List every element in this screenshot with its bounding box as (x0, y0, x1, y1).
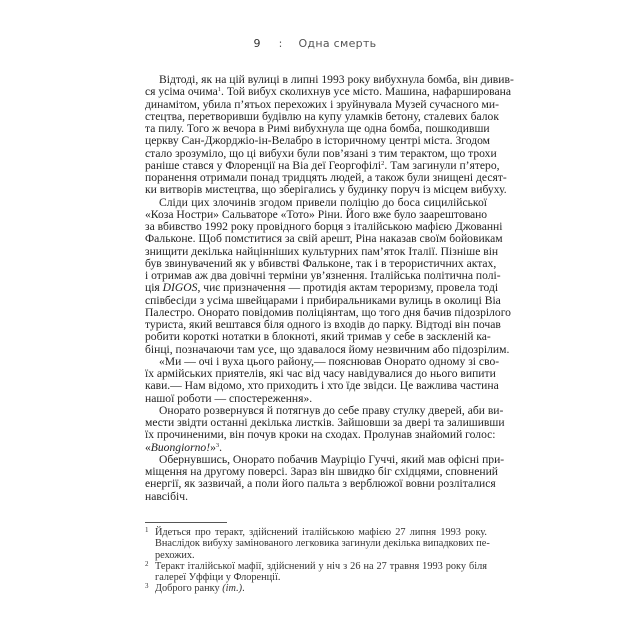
paragraph (145, 452, 505, 503)
footnote-line: 2 Теракт італійської мафії, здійснений у ніч з 26 на 27 травня 1993 року біля (145, 559, 487, 572)
text-line: мести звідти останні декілька листків. Зайшовши за двері та залишивши (145, 416, 505, 429)
text-line: та пилу. Того ж вечора в Римі вибухнула ще одна бомба, пошкодивши (145, 122, 490, 135)
footnote-divider (145, 522, 227, 523)
footnote-ref[interactable]: 1 (217, 86, 222, 94)
text-line: стецтва, перетворивши будівлю на купу уламків бетону, сталевих балок (145, 109, 499, 123)
text-line: ція DIGOS, чиє призначення — протидія актам тероризму, провела тоді (145, 281, 499, 295)
text-line: туриста, який вештався біля одного із входів до парку. Відтоді він почав (145, 318, 501, 331)
text-line: ся усіма очима$^1$. Той вибух сколихнув усе місто. Машина, нафарширована (145, 85, 511, 99)
text-line: їх армійських приятелів, які час від часу навідувалися до нього випити (145, 367, 496, 380)
text-line: енергії, як зазвичай, а поли його пальта з верблюжої вовни розліталися (145, 477, 496, 491)
footnote-line: рехожих. (155, 549, 195, 561)
text-line: Відтоді, як на цій вулиці в липні 1993 року вибухнула бомба, він дивив- (159, 73, 514, 86)
text-line: Сліди цих злочинів згодом привели поліцію до боса сицилійської (159, 195, 487, 209)
text-line: нашої роботи — спостереження». (145, 391, 313, 405)
text-line: раніше стався у Флоренції на Віа деї Георгофілі$^2$. Там загинули п’ятеро, (145, 158, 500, 172)
footnote-line: 1 Йдеться про теракт, здійснений італійською мафією 27 липня 1993 року. (145, 526, 487, 538)
text-line: динамітом, убила п’ятьох перехожих і зруйнувала Музей сучасного ми- (145, 97, 499, 111)
footnote-mark: 2 (145, 559, 149, 568)
paragraph (145, 403, 505, 454)
text-line: знищити декілька найцінніших культурних пам’яток Італії. Пізніше він (145, 244, 499, 258)
paragraph (145, 195, 511, 356)
chapter-title: Одна смерть (298, 37, 377, 50)
italic-text: (іт.) (222, 583, 243, 595)
text-line: за вбивство 1992 року провідного борця з італійською мафією Джованні (145, 220, 503, 233)
text-line: навсібіч. (145, 489, 188, 503)
text-line: міщення на другому поверсі. Зараз він швидко біг східцями, сповнений (145, 465, 499, 478)
text-line: ки витворів мистецтва, що зберігались у будинку поруч із місцем вибуху. (145, 183, 507, 197)
footnote-ref[interactable]: 2 (381, 159, 385, 167)
italic-text: Buongiorno! (150, 440, 211, 454)
text-line: кави.— Нам відомо, хто приходить і хто їде звідси. Це важлива частина (145, 379, 499, 393)
footnote-line: Внаслідок вибуху замінованого легковика загинули декілька випадкових пе- (155, 538, 490, 550)
header-separator: : (278, 37, 283, 50)
italic-text: DIGOS (162, 281, 198, 295)
paragraph (145, 354, 500, 405)
body-text (145, 73, 514, 503)
footnote-mark: 1 (145, 526, 149, 534)
text-line: і отримав аж два довічні терміни ув’язнення. Італійська політична полі- (145, 269, 501, 282)
text-line: бінці, позначаючи там усе, що здавалося йому незвичним або підозрілим. (145, 342, 510, 356)
page-number: 9 (253, 37, 261, 50)
text-line: стало зрозуміло, що ці вибухи були пов’язані з тим терактом, що трохи (145, 146, 497, 160)
footnote-ref[interactable]: 3 (215, 441, 220, 449)
paragraph (145, 73, 514, 197)
text-line: їх прочиненими, він почув кроки на сходах. Пролунав знайомий голос: (145, 428, 496, 442)
text-line: «Buongiorno!»$^3$. (145, 440, 223, 454)
footnotes (145, 526, 490, 595)
text-line: Фальконе. Щоб помститися за свій арешт, Ріна наказав своїм бойовикам (145, 232, 503, 246)
text-line: церкву Сан-Джорджіо-ін-Велабро в історичному центрі міста. Згодом (145, 134, 491, 148)
text-line: «Ми — очі і вуха цього району,— пояснював Онорато одному зі сво- (159, 354, 500, 368)
footnote-line: галереї Уффіци у Флоренції. (155, 572, 281, 584)
text-line: «Коза Ностри» Сальваторе «Тото» Ріни. Його вже було заарештовано (145, 207, 488, 221)
footnote-mark: 3 (145, 582, 149, 591)
text-line: поранення отримали понад тридцять людей, а також були знищені десят- (145, 171, 507, 184)
text-line: співбесіди з усіма швейцарами і прибиральниками вулиць в околиці Віа (145, 293, 501, 307)
text-line: Палестро. Онорато повідомив поліціянтам, що того дня бачив підозрілого (145, 305, 511, 319)
running-header (0, 37, 630, 50)
footnote-line: 3 Доброго ранку (іт.). (145, 582, 245, 595)
text-line: робити короткі нотатки в блокноті, який тримав у себе в засклeній ка- (145, 330, 491, 344)
text-line: Онорато розвернувся й потягнув до себе праву стулку дверей, аби ви- (159, 403, 504, 417)
text-line: Обернувшись, Онорато побачив Мауріціо Гуччі, який мав офісні при- (159, 452, 505, 466)
text-line: був звинувачений як у вбивстві Фальконе, так і в терористичних актах, (145, 256, 497, 270)
